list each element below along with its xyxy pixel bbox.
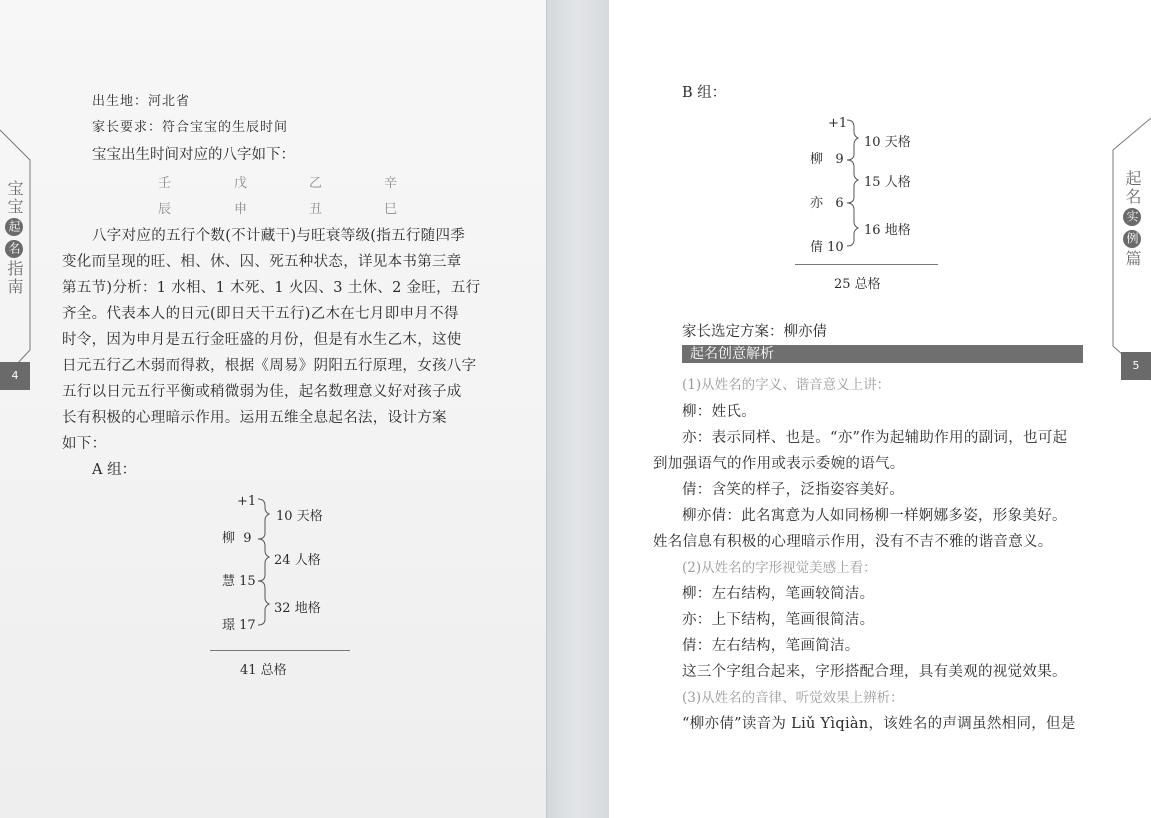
paragraph-line: 变化而呈现的旺、相、休、囚、死五种状态，详见本书第三章 — [62, 254, 462, 270]
grid-label — [276, 505, 323, 524]
diagram-char — [222, 527, 252, 546]
body-line: 柳：左右结构，笔画较简洁。 — [682, 586, 875, 602]
grid-value: 15 — [864, 175, 881, 190]
char: 倩 — [810, 240, 824, 255]
body-line: 倩：左右结构，笔画简洁。 — [682, 638, 860, 654]
title-char-circled: 名 — [7, 242, 21, 256]
grid-value: 10 — [276, 509, 293, 524]
right-page-number: 5 — [1121, 352, 1151, 380]
char: 柳 — [810, 152, 824, 167]
total-label: 25 总格 — [834, 277, 881, 292]
section-title-bar: 起名创意解析 — [682, 345, 1083, 363]
braces-a — [255, 497, 275, 632]
paragraph-line: 日元五行乙木弱而得救，根据《周易》阴阳五行原理，女孩八字 — [62, 358, 477, 374]
diagram-char — [810, 148, 844, 167]
title-char: 南 — [5, 278, 24, 296]
paragraph-line: 如下： — [62, 436, 107, 452]
plus-one: +1 — [237, 494, 257, 509]
bazi-stem: 辛 — [384, 176, 398, 191]
requirement: 家长要求：符合宝宝的生辰时间 — [92, 120, 289, 135]
grid-label — [274, 549, 321, 568]
left-running-title — [3, 180, 26, 296]
subheading: (2)从姓名的字形视觉美感上看： — [682, 560, 877, 576]
bazi-branch: 辰 — [158, 202, 172, 217]
bazi-stem: 壬 — [158, 176, 172, 191]
left-page-number: 4 — [0, 362, 30, 390]
diagram-char — [810, 236, 844, 255]
title-char: 名 — [1123, 188, 1142, 206]
grid-name: 地格 — [294, 601, 321, 616]
grid-value: 16 — [864, 223, 881, 238]
strokes: 15 — [239, 574, 256, 589]
bazi-branch: 巳 — [384, 202, 398, 217]
title-char: 指 — [5, 260, 24, 278]
body-line: 倩：含笑的样子，泛指姿容美好。 — [682, 482, 904, 498]
bazi-branch: 申 — [234, 202, 248, 217]
chosen-name: 家长选定方案：柳亦倩 — [682, 324, 827, 340]
body-line: 亦：上下结构，笔画很简洁。 — [682, 612, 875, 628]
bazi-branch: 丑 — [309, 202, 323, 217]
group-label-a: A 组： — [92, 462, 137, 478]
grid-label — [864, 219, 911, 238]
strokes: 9 — [243, 531, 252, 546]
total-rule — [210, 650, 350, 651]
diagram-char — [810, 192, 844, 211]
body-line: 姓名信息有积极的心理暗示作用，没有不吉不雅的谐音意义。 — [653, 534, 1053, 550]
title-char-circled: 起 — [7, 220, 21, 234]
grid-name: 天格 — [884, 135, 911, 150]
strokes: 10 — [827, 240, 844, 255]
book-gutter — [546, 0, 610, 818]
birthplace: 出生地：河北省 — [92, 94, 191, 109]
strokes: 17 — [239, 618, 256, 633]
grid-value: 32 — [274, 601, 291, 616]
bazi-stem: 戊 — [234, 176, 248, 191]
diagram-char — [222, 570, 256, 589]
body-line: “柳亦倩”读音为 Liǔ Yìqiàn，该姓名的声调虽然相同，但是 — [682, 716, 1076, 732]
title-char: 宝 — [5, 198, 24, 216]
paragraph-line: 第五节)分析：1 水相、1 木死、1 火囚、3 土休、2 金旺，五行 — [62, 280, 481, 296]
subheading: (1)从姓名的字义、谐音意义上讲： — [682, 377, 891, 393]
char: 慧 — [222, 574, 236, 589]
title-char-circled: 例 — [1125, 232, 1139, 246]
grid-value: 24 — [274, 553, 291, 568]
braces-b — [844, 118, 864, 253]
plus-one: +1 — [828, 116, 848, 131]
body-line: 柳亦倩：此名寓意为人如同杨柳一样婀娜多姿，形象美好。 — [682, 508, 1067, 524]
paragraph-line: 五行以日元五行平衡或稍微弱为佳，起名数理意义好对孩子成 — [62, 384, 462, 400]
title-char: 宝 — [5, 180, 24, 198]
char: 璟 — [222, 618, 236, 633]
total-label: 41 总格 — [240, 663, 287, 678]
bazi-stem: 乙 — [309, 176, 323, 191]
grid-label — [864, 131, 911, 150]
grid-name: 人格 — [294, 553, 321, 568]
paragraph-line: 长有积极的心理暗示作用。运用五维全息起名法，设计方案 — [62, 410, 447, 426]
strokes: 6 — [835, 196, 844, 211]
title-char-circled: 实 — [1125, 210, 1139, 224]
body-line: 这三个字组合起来，字形搭配合理，具有美观的视觉效果。 — [682, 664, 1067, 680]
bazi-intro: 宝宝出生时间对应的八字如下： — [92, 147, 295, 163]
grid-name: 地格 — [884, 223, 911, 238]
body-line: 到加强语气的作用或表示委婉的语气。 — [653, 456, 905, 472]
grid-name: 天格 — [296, 509, 323, 524]
char: 柳 — [222, 531, 236, 546]
char: 亦 — [810, 196, 824, 211]
grid-label — [864, 171, 911, 190]
diagram-char — [222, 614, 256, 633]
paragraph-line: 时令，因为申月是五行金旺盛的月份，但是有水生乙木，这使 — [62, 332, 462, 348]
title-char: 篇 — [1123, 250, 1142, 268]
grid-value: 10 — [864, 135, 881, 150]
grid-label — [274, 597, 321, 616]
grid-name: 人格 — [884, 175, 911, 190]
strokes: 9 — [835, 152, 844, 167]
right-running-title — [1121, 170, 1144, 268]
group-label-b: B 组： — [682, 85, 727, 101]
subheading: (3)从姓名的音律、听觉效果上辨析： — [682, 690, 904, 706]
paragraph-line: 八字对应的五行个数(不计藏干)与旺衰等级(指五行随四季 — [92, 228, 466, 244]
title-char: 起 — [1123, 170, 1142, 188]
body-line: 亦：表示同样、也是。“亦”作为起辅助作用的副词，也可起 — [682, 430, 1068, 446]
body-line: 柳：姓氏。 — [682, 404, 756, 420]
total-rule — [795, 264, 938, 265]
paragraph-line: 齐全。代表本人的日元(即日天干五行)乙木在七月即申月不得 — [62, 306, 459, 322]
